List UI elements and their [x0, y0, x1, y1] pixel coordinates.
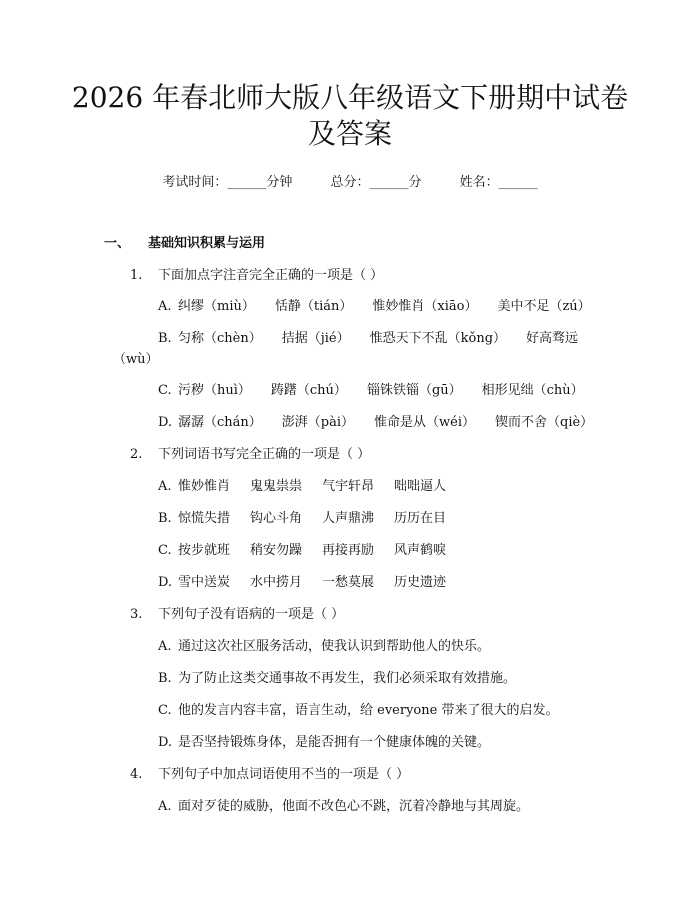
question-3 [130, 603, 344, 622]
question-1 [130, 264, 383, 283]
question-number: 4. [130, 767, 143, 782]
question-2 [130, 443, 370, 462]
option-word: 拮据（jié） [281, 331, 350, 346]
option-word: 气宇轩昂 [322, 479, 375, 494]
q3-option-b [158, 667, 516, 686]
option-word: 惟恐天下不乱（kǒng） [369, 331, 507, 346]
option-word: 潺潺（chán） [178, 415, 262, 430]
option-letter: D. [158, 575, 173, 590]
option-word: 相形见绌（chù） [481, 383, 584, 398]
q1-option-b-wrap: （wù） [113, 352, 159, 367]
section-title: 基础知识积累与运用 [148, 236, 266, 251]
q1-option-d [158, 411, 593, 430]
option-letter: B. [158, 671, 172, 686]
question-text: 下面加点字注音完全正确的一项是（ ） [158, 268, 384, 283]
q3-option-d [158, 731, 490, 750]
option-word: 咄咄逼人 [394, 479, 447, 494]
option-word: 好高骛远 [526, 331, 579, 346]
option-word: 历史遗迹 [394, 575, 447, 590]
option-word: 澎湃（pài） [281, 415, 355, 430]
option-text: 他的发言内容丰富，语言生动，给 everyone 带来了很大的启发。 [178, 703, 559, 718]
option-word: 水中捞月 [250, 575, 303, 590]
option-word: 惟妙惟肖 [178, 479, 231, 494]
option-word: 人声鼎沸 [322, 511, 375, 526]
q1-option-c [158, 379, 584, 398]
question-text: 下列句子中加点词语使用不当的一项是（ ） [158, 767, 410, 782]
option-word: 鬼鬼祟祟 [250, 479, 303, 494]
question-number: 2. [130, 447, 143, 462]
option-letter: D. [158, 415, 173, 430]
option-word: 一愁莫展 [322, 575, 375, 590]
option-word: 美中不足（zú） [497, 299, 591, 314]
section-number: 一、 [104, 236, 131, 251]
option-word: 污秽（huì） [178, 383, 251, 398]
option-word: 锱铢铁锱（gū） [366, 383, 462, 398]
option-letter: A. [158, 799, 172, 814]
q1-option-a [158, 295, 591, 314]
section-heading [104, 232, 265, 251]
option-word: 稍安勿躁 [250, 543, 303, 558]
option-letter: D. [158, 735, 173, 750]
q2-option-a [158, 475, 446, 494]
q2-option-d [158, 571, 446, 590]
option-word: 匀称（chèn） [178, 331, 262, 346]
option-word: 再接再励 [322, 543, 375, 558]
option-word: 惟妙惟肖（xiāo） [372, 299, 478, 314]
option-text: 是否坚持锻炼身体，是能否拥有一个健康体魄的关键。 [178, 735, 491, 750]
option-letter: A. [158, 639, 172, 654]
option-letter: A. [158, 479, 172, 494]
option-text: 为了防止这类交通事故不再发生，我们必须采取有效措施。 [178, 671, 517, 686]
page-title-continued: 及答案 [307, 117, 392, 150]
option-word: 按步就班 [178, 543, 231, 558]
question-4 [130, 763, 409, 782]
q3-option-a [158, 635, 490, 654]
time-field: 考试时间：______分钟 [162, 175, 293, 190]
option-word: 锲而不舍（qiè） [495, 415, 594, 430]
q3-option-c [158, 699, 558, 718]
option-word: 惊慌失措 [178, 511, 231, 526]
option-word: 惟命是从（wéi） [374, 415, 475, 430]
option-word: 风声鹤唳 [394, 543, 447, 558]
option-letter: B. [158, 331, 172, 346]
question-text: 下列词语书写完全正确的一项是（ ） [158, 447, 371, 462]
option-text: 面对歹徒的威胁，他面不改色心不跳，沉着冷静地与其周旋。 [178, 799, 530, 814]
option-word: 踌躇（chú） [270, 383, 347, 398]
score-field: 总分：______分 [330, 175, 422, 190]
option-word: 纠缪（miù） [178, 299, 255, 314]
option-letter: C. [158, 543, 172, 558]
option-word: 历历在目 [394, 511, 447, 526]
name-field: 姓名：______ [459, 175, 538, 190]
q4-option-a [158, 795, 529, 814]
question-number: 1. [130, 268, 143, 283]
option-word: 钩心斗角 [250, 511, 303, 526]
exam-meta [0, 171, 700, 190]
question-text: 下列句子没有语病的一项是（ ） [158, 607, 345, 622]
q2-option-c [158, 539, 446, 558]
option-letter: C. [158, 703, 172, 718]
q2-option-b [158, 507, 446, 526]
page-title: 2026 年春北师大版八年级语文下册期中试卷 [71, 81, 629, 114]
option-word: 恬静（tián） [274, 299, 353, 314]
question-number: 3. [130, 607, 143, 622]
option-word: 雪中送炭 [178, 575, 231, 590]
option-letter: A. [158, 299, 172, 314]
q1-option-b [158, 327, 578, 346]
option-letter: C. [158, 383, 172, 398]
option-text: 通过这次社区服务活动，使我认识到帮助他人的快乐。 [178, 639, 491, 654]
option-letter: B. [158, 511, 172, 526]
